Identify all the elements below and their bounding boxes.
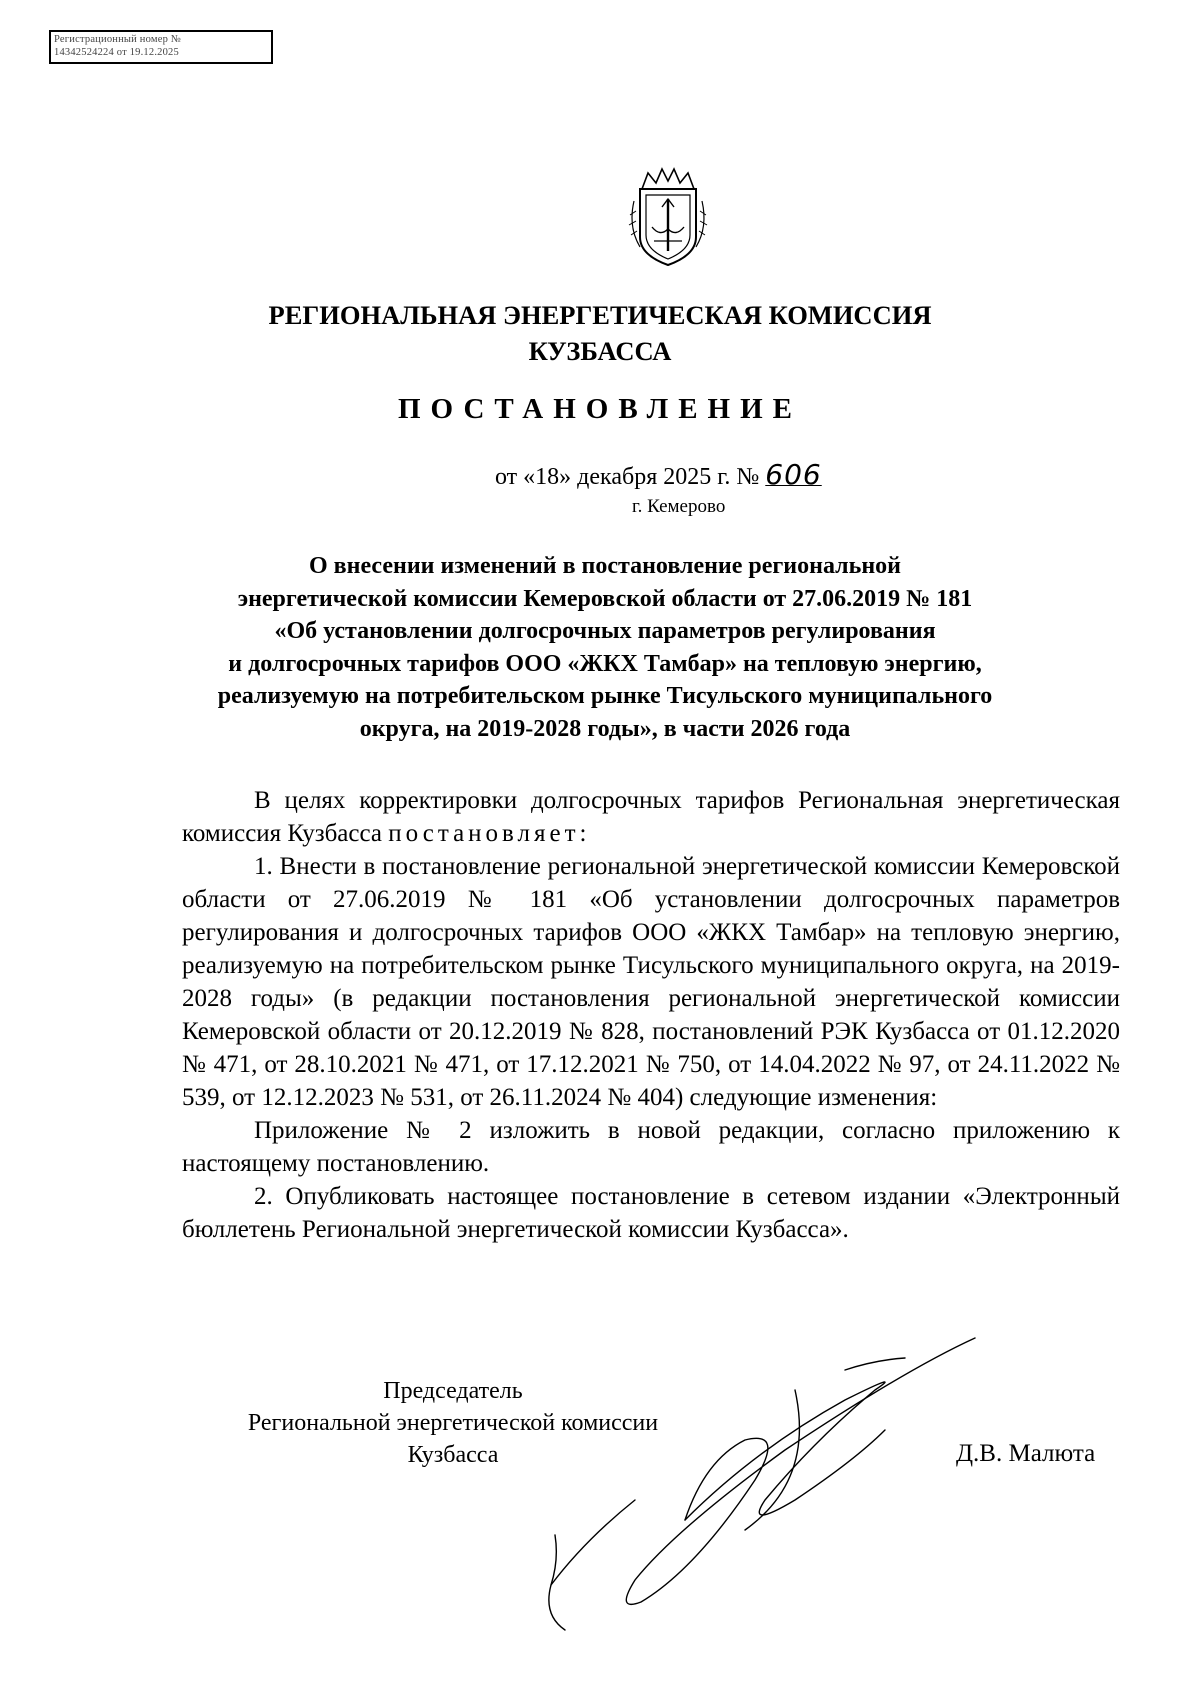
document-subject	[190, 550, 1020, 745]
document-body	[182, 784, 1120, 1246]
document-date-line	[495, 458, 822, 491]
coat-of-arms-icon	[626, 167, 710, 269]
intro-paragraph	[182, 784, 1120, 850]
item-1-paragraph: 1. Внести в постановление региональной энергетической комиссии Кемеровской области от 27.06.2019 № 181 «Об установлении долгосрочных параметров регулирования и долгосрочных тарифов ООО «ЖКХ Тамбар» на тепловую энергию, реализуемую на потребительском рынке Тисульского муниципального округа, на 2019-2028 годы» (в редакции постановления региональной энергетической комиссии Кемеровской области от 20.12.2019 № 828, постановлений РЭК Кузбасса от 01.12.2020 № 471, от 28.10.2021 № 471, от 17.12.2021 № 750, от 14.04.2022 № 97, от 24.11.2022 № 539, от 12.12.2023 № 531, от 26.11.2024 № 404) следующие изменения:	[182, 853, 1120, 1111]
intro-resolves: постановляет:	[388, 820, 591, 847]
item-2-paragraph: 2. Опубликовать настоящее постановление в сетевом издании «Электронный бюллетень Региональной энергетической комиссии Кузбасса».	[182, 1183, 1120, 1243]
subject-line: реализуемую на потребительском рынке Тисульского муниципального	[217, 683, 993, 709]
subject-line: и долгосрочных тарифов ООО «ЖКХ Тамбар» на тепловую энергию,	[228, 650, 982, 677]
organization-name-line1: РЕГИОНАЛЬНАЯ ЭНЕРГЕТИЧЕСКАЯ КОМИССИЯ	[268, 300, 932, 330]
organization-name	[0, 297, 1200, 369]
organization-name-line2: КУЗБАССА	[528, 336, 672, 366]
signatory-name: Д.В. Малюта	[956, 1440, 1096, 1467]
registration-stamp	[49, 30, 273, 64]
signatory-position-line1: Председатель	[383, 1378, 523, 1404]
document-number-handwritten: 606	[765, 458, 822, 491]
handwritten-signature	[545, 1330, 1015, 1640]
subject-line: «Об установлении долгосрочных параметров регулирования	[274, 618, 936, 644]
signatory-position-line3: Кузбасса	[407, 1442, 499, 1468]
document-type: ПОСТАНОВЛЕНИЕ	[397, 393, 802, 425]
subject-line: округа, на 2019-2028 годы», в части 2026 года	[359, 715, 851, 742]
subject-line: О внесении изменений в постановление региональной	[309, 553, 901, 579]
subject-line: энергетической комиссии Кемеровской области от 27.06.2019 № 181	[237, 585, 973, 612]
registration-stamp-line1: Регистрационный номер №	[54, 34, 182, 45]
item-1-sub-paragraph: Приложение № 2 изложить в новой редакции, согласно приложению к настоящему постановлению.	[182, 1117, 1120, 1177]
document-city: г. Кемерово	[632, 496, 726, 517]
intro-text: В целях корректировки долгосрочных тарифов Региональная энергетическая комиссия Кузбасса	[182, 787, 1120, 847]
signatory-position-line2: Региональной энергетической комиссии	[247, 1410, 659, 1436]
document-date: от «18» декабря 2025 г. №	[495, 464, 760, 490]
registration-stamp-line2: 14342524224 от 19.12.2025	[54, 47, 179, 58]
